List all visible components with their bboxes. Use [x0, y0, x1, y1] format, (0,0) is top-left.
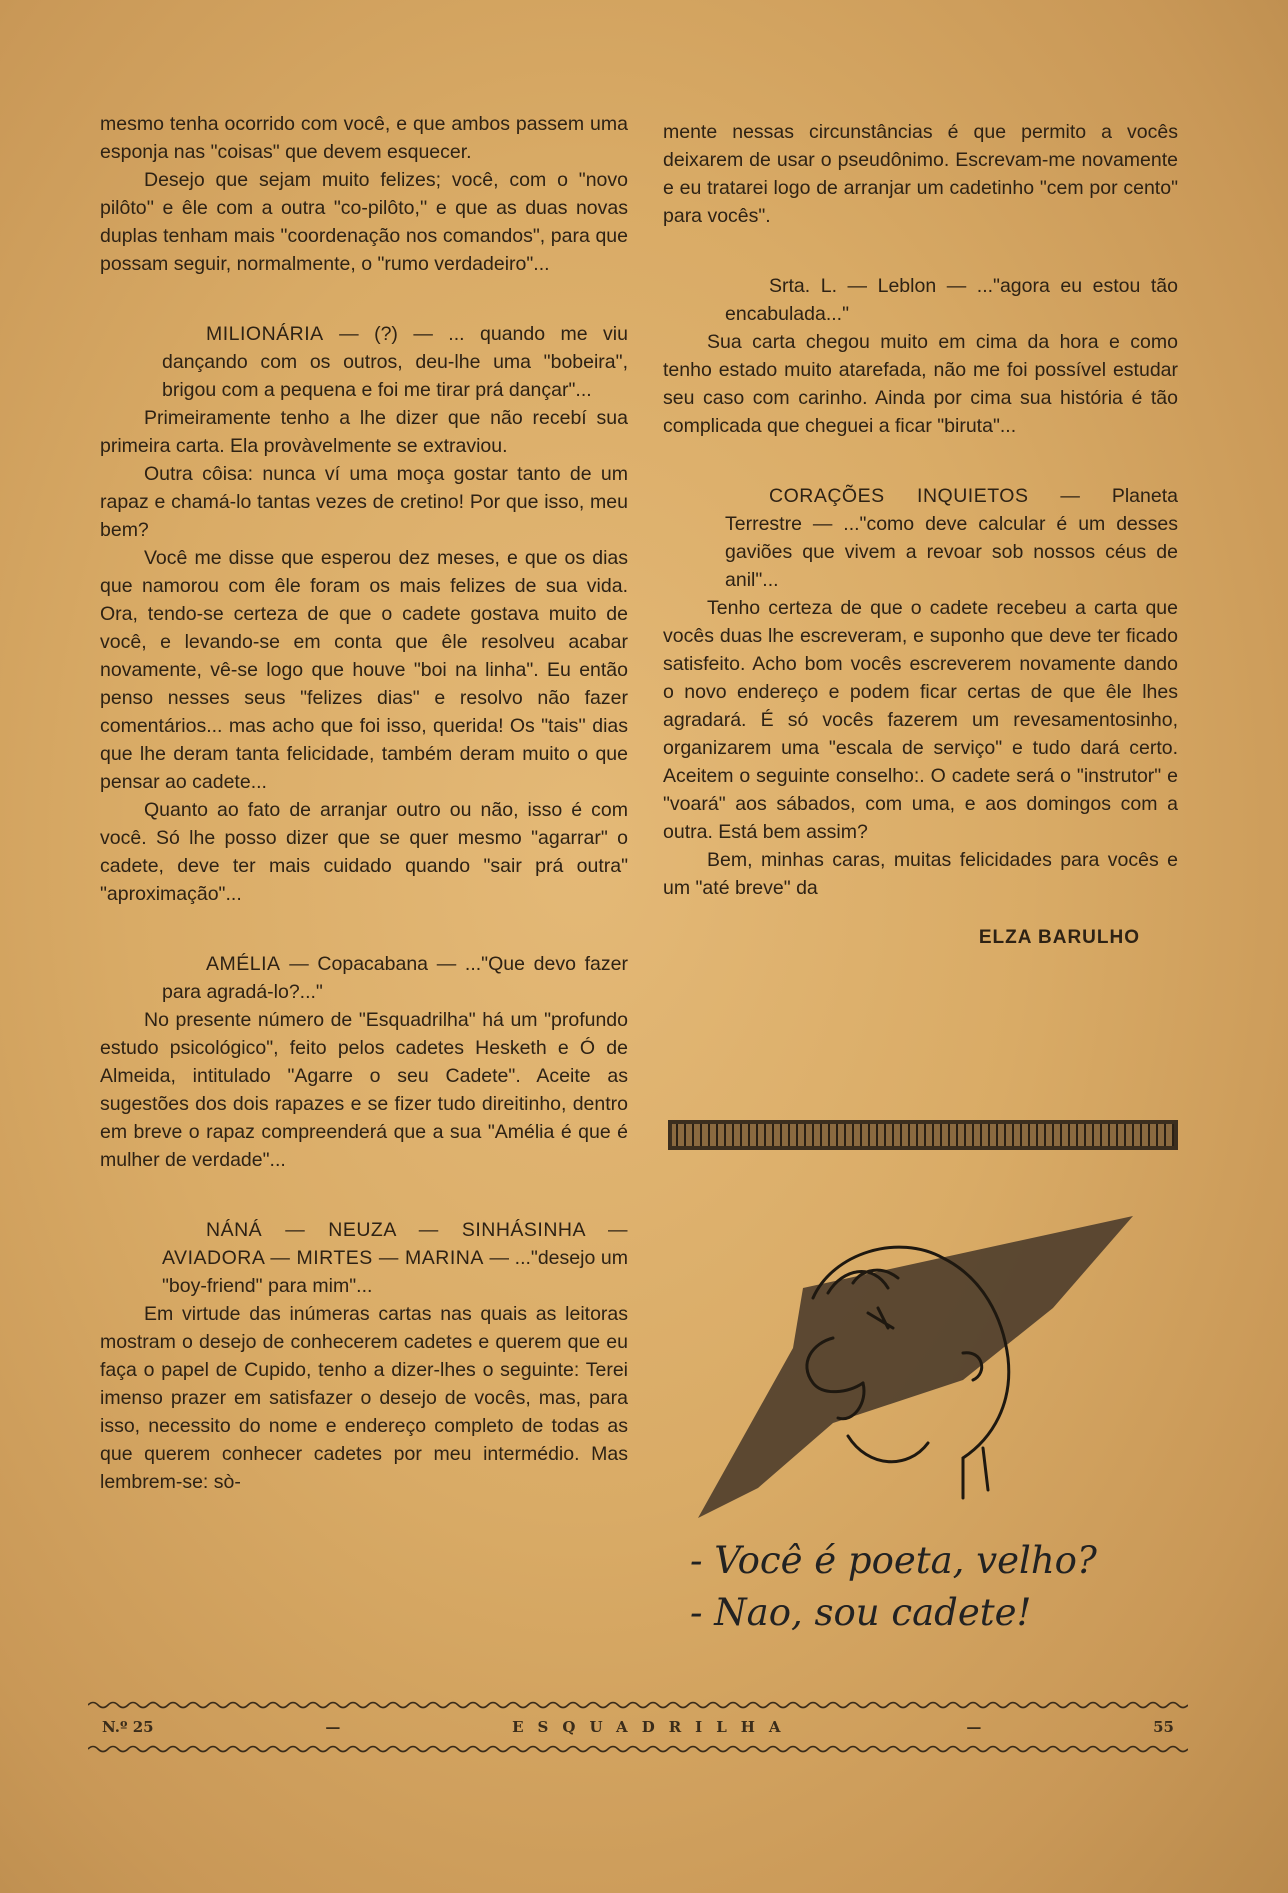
right-column: [663, 118, 1178, 952]
letter-heading: [100, 1216, 628, 1300]
magazine-title: ESQUADRILHA: [512, 1718, 795, 1736]
decorative-bar: [668, 1120, 1178, 1150]
letter-sender: Srta. L.: [769, 275, 837, 297]
caption-line-answer: - Nao, sou cadete!: [690, 1591, 1032, 1634]
reply-paragraph: No presente número de "Esquadrilha" há um "profundo estudo psicológico", feito pelos cadetes Hesketh e Ó de Almeida, intitulado "Agarre o seu Cadete". Aceite as sugestões dos dois rapazes e se fizer tudo direitinho, dentro em breve o rapaz compreenderá que a sua "Amélia é que é mulher de verdade"...: [100, 1009, 628, 1171]
intro-paragraph-2: Desejo que sejam muito felizes; você, com o "novo pilôto'' e êle com a outra "co-pilôto,'' e que as duas novas duplas tenham mais "coordenação nos comandos", para que possam seguir, normalmente, o "rumo verdadeiro"...: [100, 169, 628, 275]
reply-paragraph: Você me disse que esperou dez meses, e que os dias que namorou com êle foram os mais felizes de sua vida. Ora, tendo-se certeza de que o cadete gostava muito de você, e levando-se em conta que êle resolveu acabar novamente, vê-se logo que houve "boi na linha". Eu então penso nesses seus "felizes dias" e resolvo não fazer comentários... mas acho que foi isso, querida! Os "tais'' dias que lhe deram tanta felicidade, também deram muito o que pensar ao cadete...: [100, 547, 628, 793]
left-column: [100, 110, 628, 1496]
footer-dash: —: [966, 1718, 982, 1736]
lightning-shadow: [698, 1216, 1133, 1518]
footer-row: [102, 1718, 1174, 1736]
continued-paragraph: mente nessas circunstâncias é que permito a vocês deixarem de usar o pseudônimo. Escrevam-me novamente e eu tratarei logo de arranjar um cadetinho "cem por cento" para vocês".: [663, 121, 1178, 227]
letter-sender: NÁNÁ — NEUZA — SINHÁSINHA — AVIADORA — MIRTES — MARINA: [162, 1219, 628, 1269]
reply-paragraph: Primeiramente tenho a lhe dizer que não recebí sua primeira carta. Ela provàvelmente se extraviou.: [100, 407, 628, 457]
letter-amelia: [100, 950, 628, 1174]
letter-heading: [100, 320, 628, 404]
footer-rule-bottom: [88, 1744, 1188, 1754]
reply-paragraph: Tenho certeza de que o cadete recebeu a carta que vocês duas lhe escreveram, e suponho que deve ter ficado satisfeito. Acho bom vocês escreverem novamente dando o novo endereço e podem ficar certas de que êle lhes agradará. É só vocês fazerem um revesamentosinho, organizarem uma "escala de serviço" e tudo dará certo. Aceitem o seguinte conselho:. O cadete será o "instrutor" e "voará" aos sábados, com uma, e aos domingos com a outra. Está bem assim?: [663, 597, 1178, 843]
letter-nana: [100, 1216, 628, 1496]
letter-srta-l: [663, 272, 1178, 440]
reply-paragraph: Sua carta chegou muito em cima da hora e como tenho estado muito atarefada, não me foi possível estudar seu caso com carinho. Ainda por cima sua história é tão complicada que cheguei a ficar "biruta"...: [663, 331, 1178, 437]
page-number: 55: [1153, 1718, 1174, 1736]
cartoon-caption: [690, 1535, 1097, 1639]
letter-sender: AMÉLIA: [206, 953, 281, 975]
letter-heading: [663, 482, 1178, 594]
letter-quote: — ..."desejo um "boy-friend" para mim"...: [162, 1247, 629, 1297]
letter-sender: CORAÇÕES INQUIETOS: [769, 485, 1029, 507]
footer-rule-top: [88, 1700, 1188, 1710]
letter-sender: MILIONÁRIA: [206, 323, 324, 345]
reply-paragraph: Quanto ao fato de arranjar outro ou não, isso é com você. Só lhe posso dizer que se quer mesmo "agarrar" o cadete, deve ter mais cuidado quando "sair prá outra" "aproximação"...: [100, 799, 628, 905]
author-signature: ELZA BARULHO: [978, 927, 1140, 948]
letter-quote: — Copacabana — ..."Que devo fazer para agradá-lo?...": [162, 953, 628, 1003]
reply-paragraph: Outra côisa: nunca ví uma moça gostar tanto de um rapaz e chamá-lo tantas vezes de cretino! Por que isso, meu bem?: [100, 463, 628, 541]
letter-milionaria: [100, 320, 628, 908]
reply-paragraph: Em virtude das inúmeras cartas nas quais as leitoras mostram o desejo de conhecerem cadetes e querem que eu faça o papel de Cupido, tenho a dizer-lhes o seguinte: Terei imenso prazer em satisfazer o desejo de vocês, mas, para isso, necessito do nome e endereço completo de todas as que querem conhecer cadetes por meu intermédio. Mas lembrem-se: sò-: [100, 1303, 628, 1493]
letter-coracoes-inquietos: [663, 482, 1178, 902]
footer-dash: —: [325, 1718, 341, 1736]
caption-line-question: - Você é poeta, velho?: [690, 1539, 1097, 1582]
letter-quote: — Planeta Terrestre — ..."como deve calcular é um desses gaviões que vivem a revoar sob nossos céus de anil"...: [725, 485, 1178, 591]
letter-heading: [100, 950, 628, 1006]
letter-quote: — Leblon — ..."agora eu estou tão encabulada...": [725, 275, 1178, 325]
issue-number: N.º 25: [102, 1718, 154, 1736]
reply-paragraph: Bem, minhas caras, muitas felicidades para vocês e um "até breve" da: [663, 849, 1178, 899]
letter-heading: [663, 272, 1178, 328]
intro-paragraph-1: mesmo tenha ocorrido com você, e que ambos passem uma esponja nas "coisas" que devem esquecer.: [100, 113, 628, 163]
letter-quote: — (?) — ... quando me viu dançando com os outros, deu-lhe uma "bobeira", brigou com a pequena e foi me tirar prá dançar"...: [162, 323, 628, 401]
page-footer: [88, 1700, 1188, 1760]
